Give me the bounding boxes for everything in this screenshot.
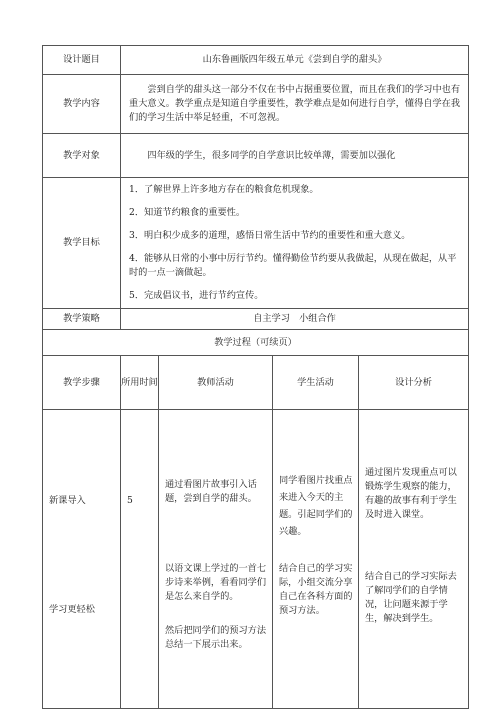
student-activity: 结合自己的学习实际，小组交流分享自己在各科方面的预习方法。 [279,563,353,616]
header-time: 所用时间 [121,356,159,410]
header-step: 教学步骤 [43,356,121,410]
content-row [43,75,469,134]
analysis-item: 结合自己的学习实际去了解同学们的自学情况，让问题来源于学生，解决到学生。 [365,571,457,624]
goals-list [121,178,469,309]
audience-label: 教学对象 [43,134,121,178]
audience-row [43,134,469,178]
teacher-cell [159,410,273,709]
time-value: 5 [127,495,133,506]
goal-item: 2．知道节约粮食的重要性。 [129,207,246,218]
title-row [43,46,469,75]
student-activity: 同学看图片找重点来进入今天的主题。引起同学们的兴趣。 [279,475,353,537]
goals-label: 教学目标 [43,178,121,309]
header-analysis: 设计分析 [359,356,469,410]
strategy-label: 教学策略 [43,309,121,330]
goal-item: 5．完成倡议书，进行节约宣传。 [129,290,264,301]
time-cell [121,410,159,709]
goal-item: 1．了解世界上许多地方存在的粮食危机现象。 [129,184,319,195]
process-body-row [43,410,469,709]
title-value: 山东鲁画版四年级五单元《尝到自学的甜头》 [121,46,469,75]
header-student: 学生活动 [273,356,359,410]
goal-item: 4．能够从日常的小事中厉行节约。懂得勤俭节约要从我做起，从现在做起，从平时的一点一滴做起。 [129,253,457,278]
goals-row [43,178,469,309]
process-title: 教学过程（可续页） [43,330,469,356]
header-teacher: 教师活动 [159,356,273,410]
process-title-row [43,330,469,356]
title-label: 设计题目 [43,46,121,75]
analysis-cell [359,410,469,709]
teacher-activity: 通过看图片故事引入话题，尝到自学的甜头。 [165,479,257,504]
step-item: 学习更轻松 [49,604,95,615]
teacher-activity: 以语文课上学过的一首七步诗来举例，看看同学们是怎么来自学的。 [165,563,267,602]
content-value: 尝到自学的甜头这一部分不仅在书中占据重要位置，而且在我们的学习中也有重大意义。教学重点是知道自学重要性，教学难点是如何进行自学，懂得自学在我们的学习生活中举足轻重，不可忽视。 [121,75,469,134]
teacher-activity: 然后把同学们的预习方法总结一下展示出来。 [165,625,267,650]
student-cell [273,410,359,709]
audience-value: 四年级的学生，很多同学的自学意识比较单薄，需要加以强化 [121,134,469,178]
strategy-value: 自主学习 小组合作 [121,309,469,330]
analysis-item: 通过图片发现重点可以锻炼学生观察的能力，有趣的故事有利于学生及时进入课堂。 [365,467,457,520]
strategy-row [43,309,469,330]
content-label: 教学内容 [43,75,121,134]
step-item: 新课导入 [49,495,86,506]
lesson-plan-table [42,45,469,709]
goal-item: 3．明白积少成多的道理，感悟日常生活中节约的重要性和重大意义。 [129,230,411,241]
process-header-row [43,356,469,410]
steps-cell [43,410,121,709]
